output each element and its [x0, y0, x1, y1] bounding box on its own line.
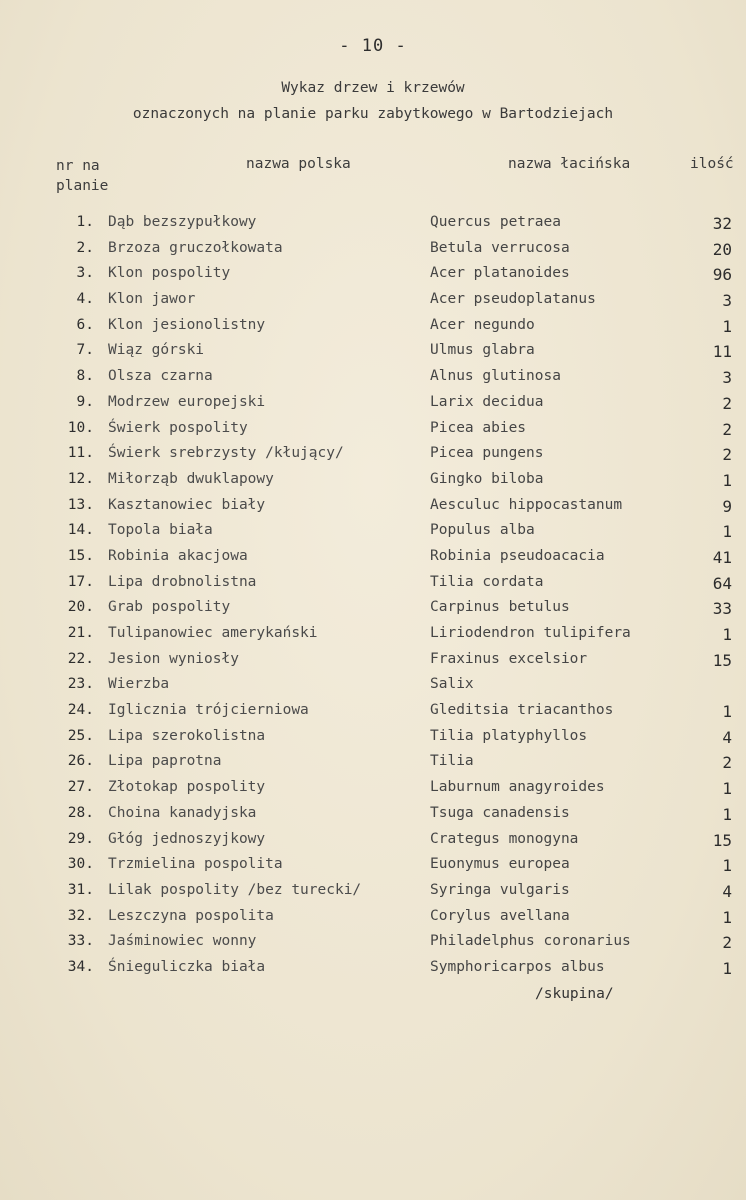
table-row	[0, 574, 746, 600]
polish-name: Topola biała	[108, 522, 213, 539]
quantity: 2	[722, 933, 732, 953]
table-row	[0, 497, 746, 523]
quantity: 20	[712, 239, 732, 259]
latin-name: Corylus avellana	[430, 907, 570, 924]
quantity: 1	[722, 779, 732, 799]
row-number: 21.	[67, 625, 94, 641]
latin-name: Syringa vulgaris	[430, 881, 570, 898]
quantity: 1	[722, 316, 732, 336]
quantity: 32	[712, 214, 732, 233]
latin-name: Ulmus glabra	[430, 342, 535, 359]
row-number: 15.	[67, 547, 94, 564]
latin-name: Philadelphus coronarius	[430, 933, 631, 950]
quantity: 4	[722, 881, 732, 901]
row-number: 20.	[67, 599, 94, 616]
quantity: 9	[722, 496, 732, 516]
polish-name: Brzoza gruczołkowata	[108, 239, 283, 256]
row-number: 22.	[67, 650, 94, 667]
table-row	[0, 728, 746, 754]
row-number: 34.	[67, 958, 94, 975]
header-polish-name: nazwa polska	[246, 156, 351, 172]
row-number: 12.	[67, 470, 94, 487]
latin-name: Tilia platyphyllos	[430, 727, 588, 744]
table-row	[0, 882, 746, 908]
latin-name: Picea pungens	[430, 445, 544, 462]
row-number: 11.	[67, 445, 94, 462]
table-row	[0, 317, 746, 343]
table-row	[0, 933, 746, 959]
quantity: 1	[722, 804, 732, 824]
polish-name: Lilak pospolity /bez turecki/	[108, 881, 362, 898]
quantity: 2	[722, 445, 732, 465]
table-row	[0, 702, 746, 728]
row-number: 6.	[76, 316, 94, 333]
polish-name: Tulipanowiec amerykański	[108, 625, 318, 641]
row-number: 8.	[76, 368, 94, 385]
quantity: 1	[722, 625, 732, 644]
table-row	[0, 420, 746, 446]
table-row	[0, 265, 746, 291]
table-row	[0, 959, 746, 985]
latin-name: Quercus petraea	[430, 214, 561, 230]
row-number: 28.	[67, 804, 94, 821]
row-number: 33.	[67, 933, 94, 950]
table-row	[0, 214, 746, 240]
latin-name: Tilia	[430, 753, 474, 770]
latin-name: Salix	[430, 676, 474, 693]
row-number: 4.	[76, 291, 94, 308]
latin-name: Robinia pseudoacacia	[430, 547, 605, 564]
table-row	[0, 753, 746, 779]
quantity: 1	[722, 470, 732, 490]
polish-name: Głóg jednoszyjkowy	[108, 830, 266, 847]
polish-name: Świerk srebrzysty /kłujący/	[108, 445, 344, 462]
note-skupina: /skupina/	[535, 986, 614, 1002]
polish-name: Dąb bezszypułkowy	[108, 214, 257, 230]
polish-name: Olsza czarna	[108, 368, 213, 385]
polish-name: Leszczyna pospolita	[108, 907, 274, 924]
quantity: 11	[712, 342, 732, 362]
quantity: 96	[712, 265, 732, 285]
polish-name: Lipa paprotna	[108, 753, 222, 770]
table-row	[0, 805, 746, 831]
quantity: 64	[712, 573, 732, 593]
latin-name: Fraxinus excelsior	[430, 650, 588, 667]
polish-name: Klon jawor	[108, 291, 196, 308]
polish-name: Klon jesionolistny	[108, 316, 266, 333]
latin-name: Liriodendron tulipifera	[430, 625, 631, 641]
latin-name: Gleditsia triacanthos	[430, 702, 614, 719]
latin-name: Symphoricarpos albus	[430, 958, 605, 975]
latin-name: Aesculuc hippocastanum	[430, 496, 623, 513]
table-row	[0, 651, 746, 677]
polish-name: Jesion wyniosły	[108, 650, 239, 667]
table-row	[0, 625, 746, 651]
polish-name: Złotokap pospolity	[108, 779, 266, 796]
row-number: 17.	[67, 573, 94, 590]
polish-name: Lipa drobnolistna	[108, 573, 257, 590]
polish-name: Robinia akacjowa	[108, 547, 248, 564]
quantity: 15	[712, 650, 732, 670]
row-number: 7.	[76, 342, 94, 359]
quantity: 33	[712, 599, 732, 619]
table-row	[0, 599, 746, 625]
row-number: 10.	[67, 419, 94, 436]
row-number: 2.	[76, 239, 94, 256]
latin-name: Larix decidua	[430, 393, 544, 410]
table-row	[0, 779, 746, 805]
latin-name: Tilia cordata	[430, 573, 544, 590]
quantity: 2	[722, 419, 732, 439]
species-table	[0, 214, 746, 985]
polish-name: Iglicznia trójcierniowa	[108, 702, 309, 719]
quantity: 2	[722, 393, 732, 413]
quantity: 2	[722, 753, 732, 773]
quantity: 3	[722, 291, 732, 311]
latin-name: Laburnum anagyroides	[430, 779, 605, 796]
table-row	[0, 548, 746, 574]
row-number: 24.	[67, 702, 94, 719]
polish-name: Świerk pospolity	[108, 419, 248, 436]
quantity: 4	[722, 727, 732, 747]
table-row	[0, 240, 746, 266]
table-row	[0, 368, 746, 394]
title-line-1: Wykaz drzew i krzewów	[281, 80, 465, 96]
table-row	[0, 676, 746, 702]
polish-name: Miłorząb dwuklapowy	[108, 470, 274, 487]
latin-name: Acer pseudoplatanus	[430, 291, 596, 308]
quantity: 1	[722, 958, 732, 978]
quantity: 1	[722, 702, 732, 722]
polish-name: Klon pospolity	[108, 265, 231, 282]
page-number: - 10 -	[339, 36, 407, 56]
row-number: 29.	[67, 830, 94, 847]
quantity: 3	[722, 368, 732, 388]
polish-name: Choina kanadyjska	[108, 804, 257, 821]
row-number: 1.	[76, 214, 94, 230]
table-row	[0, 908, 746, 934]
latin-name: Populus alba	[430, 522, 535, 539]
quantity: 1	[722, 856, 732, 876]
polish-name: Trzmielina pospolita	[108, 856, 283, 873]
row-number: 3.	[76, 265, 94, 282]
row-number: 26.	[67, 753, 94, 770]
table-row	[0, 291, 746, 317]
latin-name: Crategus monogyna	[430, 830, 579, 847]
polish-name: Wierzba	[108, 676, 170, 693]
polish-name: Modrzew europejski	[108, 393, 266, 410]
table-row	[0, 342, 746, 368]
polish-name: Wiąz górski	[108, 342, 205, 359]
polish-name: Jaśminowiec wonny	[108, 933, 257, 950]
title-line-2: oznaczonych na planie parku zabytkowego w Bartodziejach	[132, 106, 614, 122]
table-row	[0, 394, 746, 420]
row-number: 14.	[67, 522, 94, 539]
table-row	[0, 522, 746, 548]
latin-name: Euonymus europea	[430, 856, 570, 873]
row-number: 25.	[67, 727, 94, 744]
latin-name: Carpinus betulus	[430, 599, 570, 616]
row-number: 31.	[67, 881, 94, 898]
table-row	[0, 856, 746, 882]
row-number: 32.	[67, 907, 94, 924]
row-number: 9.	[76, 393, 94, 410]
table-row	[0, 831, 746, 857]
row-number: 23.	[67, 676, 94, 693]
polish-name: Grab pospolity	[108, 599, 231, 616]
latin-name: Betula verrucosa	[430, 239, 570, 256]
quantity: 41	[712, 547, 732, 567]
table-row	[0, 471, 746, 497]
polish-name: Kasztanowiec biały	[108, 496, 266, 513]
header-quantity: ilość	[690, 156, 734, 172]
row-number: 30.	[67, 856, 94, 873]
quantity: 1	[722, 522, 732, 542]
header-latin-name: nazwa łacińska	[508, 156, 631, 172]
latin-name: Gingko biloba	[430, 470, 544, 487]
header-nr: nr na planie	[56, 158, 109, 194]
latin-name: Picea abies	[430, 419, 527, 436]
latin-name: Acer negundo	[430, 316, 535, 333]
quantity: 1	[722, 907, 732, 927]
latin-name: Acer platanoides	[430, 265, 570, 282]
latin-name: Alnus glutinosa	[430, 368, 561, 385]
table-row	[0, 445, 746, 471]
row-number: 27.	[67, 779, 94, 796]
polish-name: Lipa szerokolistna	[108, 727, 266, 744]
latin-name: Tsuga canadensis	[430, 804, 570, 821]
row-number: 13.	[67, 496, 94, 513]
quantity: 15	[712, 830, 732, 850]
polish-name: Śnieguliczka biała	[108, 958, 266, 975]
